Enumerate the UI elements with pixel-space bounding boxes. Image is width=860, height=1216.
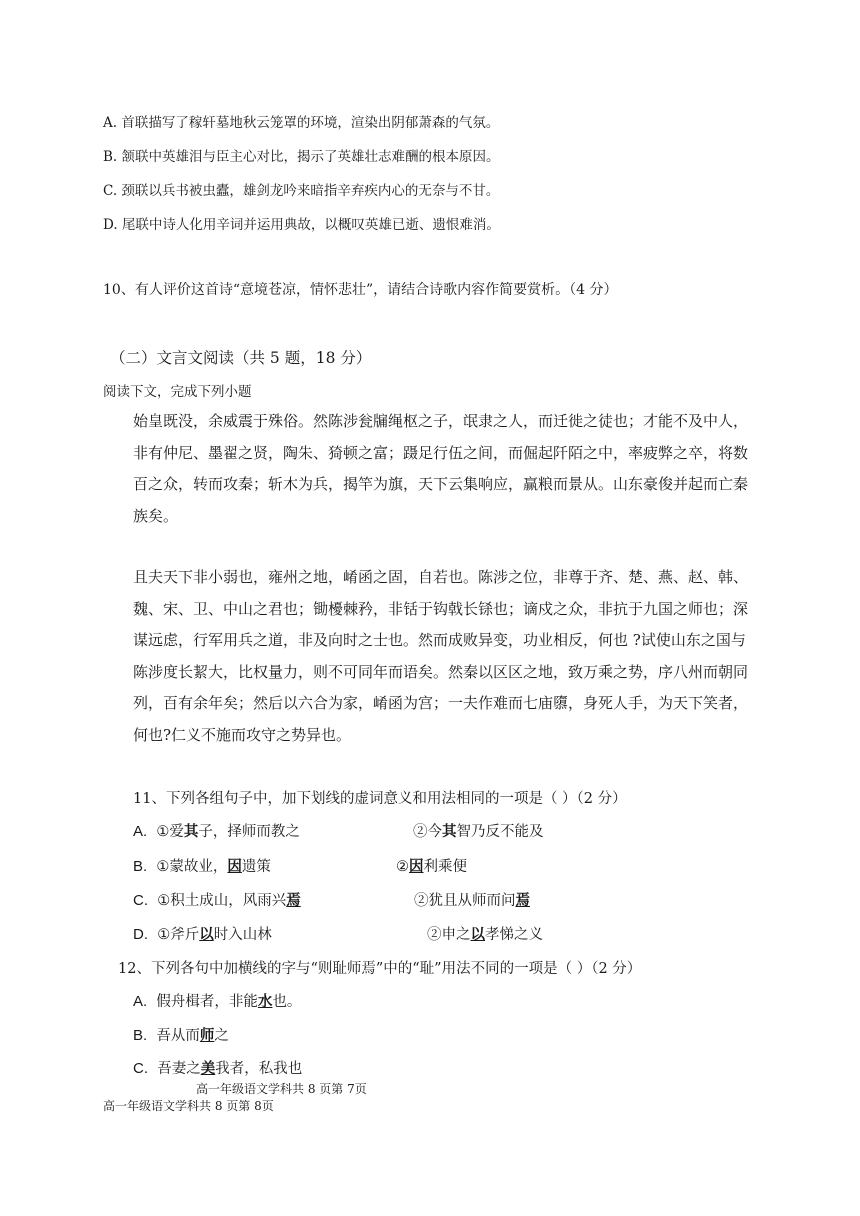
q9-option-b: B. 颔联中英雄泪与臣主心对比，揭示了英雄壮志难酬的根本原因。 <box>103 149 500 165</box>
question-10: 10、有人评价这首诗“意境苍凉，情怀悲壮”，请结合诗歌内容作简要赏析。（4 分） <box>103 282 618 298</box>
passage-line: 何也?仁义不施而攻守之势异也。 <box>133 725 352 744</box>
option-label: B. <box>133 1027 148 1044</box>
sentence-part: 孝悌之义 <box>485 927 543 943</box>
sentence-part: 吾妻之 <box>157 1061 201 1077</box>
q11-option-b-second <box>396 855 467 876</box>
keyword: 其 <box>442 823 457 840</box>
sentence-part: 假舟楫者，非能 <box>156 994 258 1010</box>
passage-line: 始皇既没，余威震于殊俗。然陈涉瓮牖绳枢之子，氓隶之人，而迁徙之徒也；才能不及中人， <box>133 412 749 430</box>
keyword: 美 <box>200 1060 216 1077</box>
q11-option-a <box>133 820 300 841</box>
page-footer: 高一年级语文学科共 8 页第 7页 <box>196 1082 367 1096</box>
sentence-part: 遗策 <box>241 859 271 875</box>
question-11-stem: 11、下列各组句子中，加下划线的虚词意义和用法相同的一项是（ ）（2 分） <box>133 791 627 807</box>
passage-line: 百之众，转而攻秦；斩木为兵，揭竿为旗，天下云集响应，赢粮而景从。山东豪俊并起而亡秦 <box>133 475 749 493</box>
sentence-part: 智乃反不能及 <box>456 824 544 840</box>
q12-option-c <box>133 1057 302 1078</box>
option-label: A. <box>133 823 148 840</box>
q11-option-d <box>133 923 272 944</box>
q11-option-a-second <box>413 820 544 841</box>
sentence-part: 我者，私我也 <box>215 1061 303 1077</box>
question-12-stem: 12、下列各句中加横线的字与“则耻师焉”中的“耻”用法不同的一项是（ ）（2 分） <box>118 961 642 977</box>
option-label: D. <box>133 926 148 943</box>
keyword: 师 <box>199 1027 215 1044</box>
passage-line: 非有仲尼、墨翟之贤，陶朱、猗顿之富；蹑足行伍之间，而倔起阡陌之中，率疲弊之卒，将数 <box>133 443 749 462</box>
q9-option-a: A. 首联描写了稼轩墓地秋云笼罩的环境，渲染出阴郁萧森的气氛。 <box>103 115 500 131</box>
passage-line: 列，百有余年矣；然后以六合为家，崤函为宫；一夫作难而七庙隳，身死人手，为天下笑者， <box>133 694 749 712</box>
q11-option-c-second <box>414 889 530 910</box>
passage-paragraph-2 <box>133 562 763 751</box>
sentence-part: 时入山林 <box>213 927 272 943</box>
sentence-part: 吾从而 <box>156 1028 200 1044</box>
keyword: 焉 <box>286 892 301 909</box>
sentence-part: ②今 <box>413 824 442 840</box>
option-label: A. <box>133 993 148 1010</box>
q11-option-c <box>133 889 301 910</box>
sentence-part: ①积土成山，风雨兴 <box>157 893 287 909</box>
keyword: 其 <box>183 823 199 840</box>
instruction: 阅读下文，完成下列小题 <box>103 384 252 400</box>
keyword: 水 <box>257 993 273 1010</box>
sentence-part: ①蒙故业， <box>156 859 228 875</box>
keyword: 焉 <box>515 892 530 909</box>
sentence-part: 也。 <box>272 994 302 1010</box>
option-label: C. <box>133 1060 148 1077</box>
sentence-part: ①斧斤 <box>157 927 200 943</box>
option-label: C. <box>133 892 148 909</box>
passage-line: 谋远虑，行军用兵之道，非及向时之士也。然而成败异变，功业相反，何也 ?试使山东之国与 <box>133 631 746 649</box>
sentence-part: 利乘便 <box>423 859 467 875</box>
keyword: 因 <box>227 858 242 875</box>
page-footer: 高一年级语文学科共 8 页第 8页 <box>103 1099 274 1113</box>
keyword: 因 <box>409 858 424 875</box>
passage-paragraph-1 <box>133 406 763 532</box>
q11-option-d-second <box>427 923 543 944</box>
q9-option-c: C. 颈联以兵书被虫蠹，雄剑龙吟来暗指辛弃疾内心的无奈与不甘。 <box>103 183 500 199</box>
q12-option-a <box>133 990 301 1011</box>
sentence-part: ①爱 <box>156 824 184 840</box>
sentence-part: ② <box>396 859 409 875</box>
passage-line: 且夫天下非小弱也，雍州之地，崤函之固，自若也。陈涉之位，非尊于齐、楚、燕、赵、韩、 <box>133 568 749 586</box>
section-title: （二）文言文阅读（共 5 题，18 分） <box>110 349 372 367</box>
keyword: 以 <box>199 926 214 943</box>
q9-option-d: D. 尾联中诗人化用辛词并运用典故，以概叹英雄已逝、遗恨难消。 <box>103 217 500 233</box>
sentence-part: ②申之 <box>427 927 471 943</box>
q11-option-b <box>133 855 271 876</box>
sentence-part: ②犹且从师而问 <box>414 893 516 909</box>
passage-line: 陈涉度长絜大，比权量力，则不可同年而语矣。然秦以区区之地，致万乘之势，序八州而朝同 <box>133 662 749 681</box>
passage-line: 族矣。 <box>133 506 179 525</box>
sentence-part: 之 <box>214 1028 229 1044</box>
q12-option-b <box>133 1024 229 1045</box>
sentence-part: 子，择师而教之 <box>198 824 300 840</box>
passage-line: 魏、宋、卫、中山之君也；锄櫌棘矜，非铦于钩戟长铩也；谪戍之众，非抗于九国之师也；深 <box>133 599 749 618</box>
option-label: B. <box>133 858 148 875</box>
keyword: 以 <box>470 926 485 943</box>
